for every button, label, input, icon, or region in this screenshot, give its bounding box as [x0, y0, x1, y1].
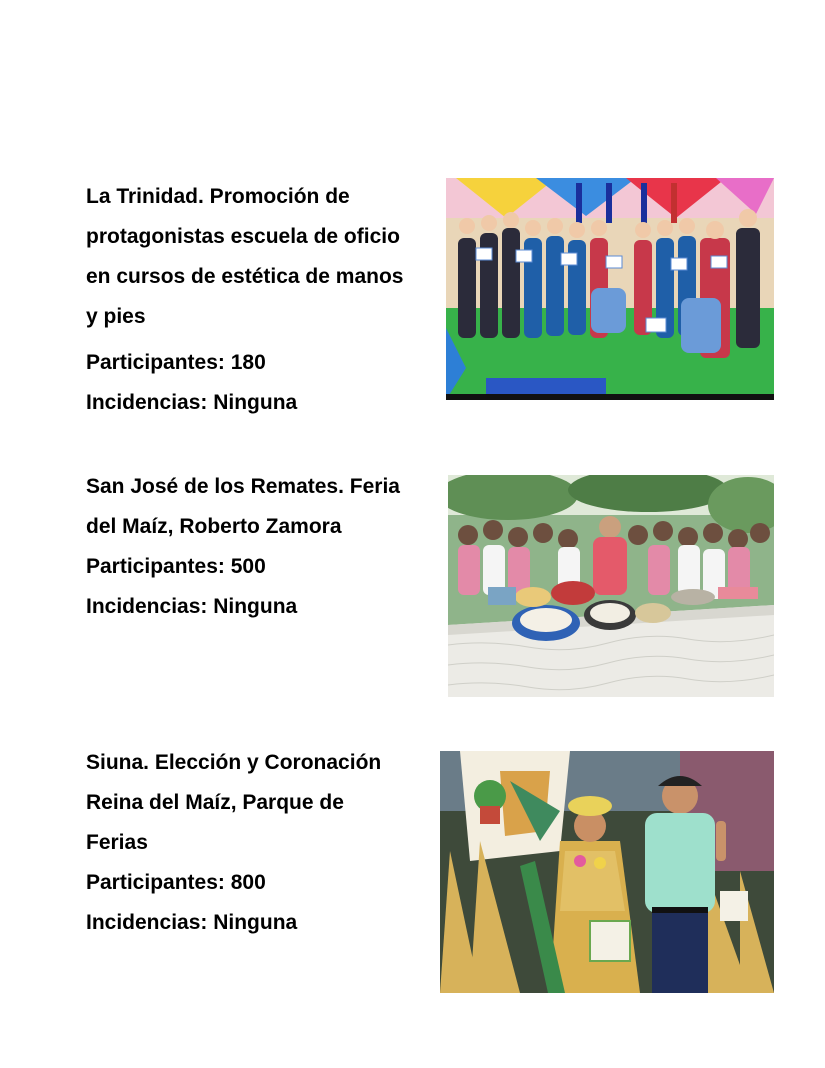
- entry-1-title-line-4: y pies: [86, 305, 146, 328]
- entry-1-participants: Participantes: 180: [86, 351, 266, 374]
- entry-3-incidents: Incidencias: Ninguna: [86, 911, 298, 934]
- entry-1-title-line-2: protagonistas escuela de oficio: [86, 225, 400, 248]
- entry-1-title-line-3: en cursos de estética de manos: [86, 265, 404, 288]
- entry-2-text: [86, 467, 400, 627]
- entry-3-text: [86, 743, 381, 943]
- entry-3-participants: Participantes: 800: [86, 871, 266, 894]
- entry-2-photo: [448, 475, 774, 697]
- entry-3-photo: [440, 751, 774, 993]
- entry-1-photo: [446, 178, 774, 400]
- entry-2-incidents: Incidencias: Ninguna: [86, 595, 298, 618]
- entry-1-incidents: Incidencias: Ninguna: [86, 391, 298, 414]
- entry-3-title-line-3: Ferias: [86, 831, 148, 854]
- entry-3-title-line-2: Reina del Maíz, Parque de: [86, 791, 344, 814]
- entry-2-title-line-2: del Maíz, Roberto Zamora: [86, 515, 342, 538]
- entry-3-title-line-1: Siuna. Elección y Coronación: [86, 751, 382, 774]
- entry-1-title-line-1: La Trinidad. Promoción de: [86, 185, 350, 208]
- entry-1-text: [86, 177, 403, 423]
- entry-2-participants: Participantes: 500: [86, 555, 266, 578]
- entry-2-title-line-1: San José de los Remates. Feria: [86, 475, 400, 498]
